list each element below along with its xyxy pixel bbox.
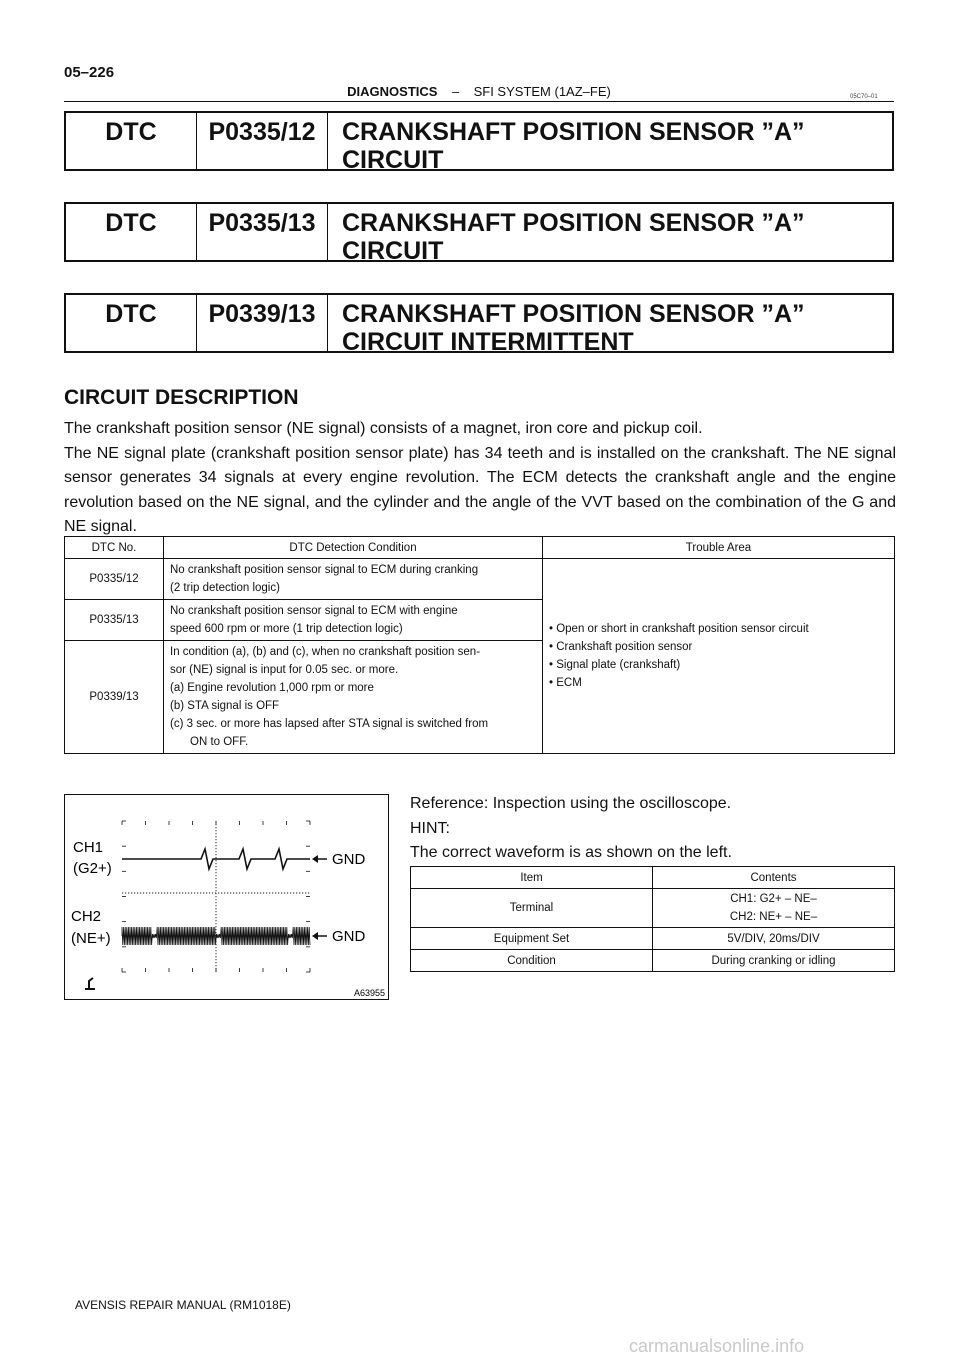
header-system: SFI SYSTEM (1AZ–FE) bbox=[473, 84, 611, 99]
page-footer: AVENSIS REPAIR MANUAL (RM1018E) bbox=[75, 1298, 291, 1312]
item-cell: Terminal bbox=[411, 889, 653, 928]
trouble-area-item: • Signal plate (crankshaft) bbox=[549, 659, 681, 671]
trouble-area-item: • ECM bbox=[549, 677, 582, 689]
ch2-signal: (NE+) bbox=[71, 930, 111, 947]
ch2-label: CH2 bbox=[71, 908, 102, 925]
dtc-title-line2: CIRCUIT bbox=[342, 237, 444, 265]
table-row bbox=[65, 559, 895, 600]
arrow-left-icon bbox=[312, 932, 327, 940]
dtc-label: DTC bbox=[66, 295, 197, 351]
condition-line: (a) Engine revolution 1,000 rpm or more bbox=[170, 682, 374, 694]
contents-line: CH2: NE+ – NE– bbox=[729, 911, 818, 923]
watermark: carmanualsonline.info bbox=[629, 1336, 805, 1356]
dtc-title bbox=[328, 113, 892, 174]
probe-icon bbox=[85, 978, 95, 989]
circuit-description bbox=[64, 417, 896, 540]
condition-line: speed 600 rpm or more (1 trip detection logic) bbox=[170, 623, 403, 635]
oscilloscope-waveform bbox=[65, 795, 388, 999]
detection-condition bbox=[164, 600, 543, 641]
dtc-code: P0339/13 bbox=[197, 295, 328, 351]
section-title: CIRCUIT DESCRIPTION bbox=[64, 386, 299, 409]
reference-line: Reference: Inspection using the oscilloscope. bbox=[410, 795, 732, 812]
detection-condition bbox=[164, 559, 543, 600]
table-row bbox=[411, 889, 895, 928]
running-header bbox=[64, 84, 894, 99]
header-trouble-area: Trouble Area bbox=[543, 537, 895, 559]
table-row bbox=[411, 950, 895, 972]
dtc-table bbox=[64, 536, 895, 754]
dtc-box-1 bbox=[64, 111, 894, 174]
dtc-code: P0335/13 bbox=[197, 204, 328, 260]
dtc-title bbox=[328, 204, 892, 265]
condition-line: (b) STA signal is OFF bbox=[170, 700, 280, 712]
description-paragraph: The crankshaft position sensor (NE signal) consists of a magnet, iron core and pickup coil. bbox=[64, 420, 703, 437]
reference-table bbox=[410, 866, 895, 972]
header-detection-condition: DTC Detection Condition bbox=[164, 537, 543, 559]
ch1-label: CH1 bbox=[73, 839, 104, 856]
dtc-number: P0335/13 bbox=[65, 600, 164, 641]
header-separator: – bbox=[451, 84, 460, 99]
contents-cell: During cranking or idling bbox=[653, 950, 895, 972]
condition-line: In condition (a), (b) and (c), when no crankshaft position sen- bbox=[170, 646, 481, 658]
table-header-row bbox=[411, 867, 895, 889]
header-section: DIAGNOSTICS bbox=[347, 84, 438, 99]
gnd-label-ch2: GND bbox=[332, 928, 366, 945]
dtc-title-line1: CRANKSHAFT POSITION SENSOR ”A” bbox=[342, 118, 805, 146]
doc-code: 05C70–01 bbox=[850, 94, 878, 100]
condition-line: sor (NE) signal is input for 0.05 sec. or more. bbox=[170, 664, 399, 676]
dtc-box-2 bbox=[64, 202, 894, 265]
arrow-left-icon bbox=[312, 855, 327, 863]
ch1-signal: (G2+) bbox=[73, 860, 112, 877]
gnd-label-ch1: GND bbox=[332, 851, 366, 868]
contents-cell: 5V/DIV, 20ms/DIV bbox=[653, 928, 895, 950]
figure-id: A63955 bbox=[353, 988, 385, 998]
reference-line: The correct waveform is as shown on the left. bbox=[410, 844, 732, 861]
description-paragraph: The NE signal plate (crankshaft position sensor plate) has 34 teeth and is installed on the crankshaft. The NE signal sensor generates 34 signals at every engine revolution. The ECM detects the crankshaft angle and the engine revolution based on the NE signal, and the cylinder and the angle of the VVT based on the combination of the G and NE signal. bbox=[64, 444, 896, 535]
dtc-number: P0335/12 bbox=[65, 559, 164, 600]
table-row bbox=[411, 928, 895, 950]
header-item: Item bbox=[411, 867, 653, 889]
header-contents: Contents bbox=[653, 867, 895, 889]
dtc-number: P0339/13 bbox=[65, 641, 164, 754]
dtc-code: P0335/12 bbox=[197, 113, 328, 169]
detection-condition bbox=[164, 641, 543, 754]
oscilloscope-figure bbox=[64, 794, 389, 1000]
hint-label: HINT: bbox=[410, 819, 450, 837]
trouble-area-item: • Open or short in crankshaft position sensor circuit bbox=[549, 623, 809, 635]
page-number: 05–226 bbox=[64, 64, 115, 81]
dtc-title-line2: CIRCUIT bbox=[342, 146, 444, 174]
dtc-title bbox=[328, 295, 892, 356]
condition-line: (2 trip detection logic) bbox=[170, 582, 280, 594]
contents-cell bbox=[653, 889, 895, 928]
oscilloscope-grid bbox=[122, 821, 310, 972]
dtc-label: DTC bbox=[66, 204, 197, 260]
condition-line: ON to OFF. bbox=[190, 736, 249, 748]
dtc-title-line2: CIRCUIT INTERMITTENT bbox=[342, 328, 634, 356]
condition-line: (c) 3 sec. or more has lapsed after STA signal is switched from bbox=[170, 718, 489, 730]
condition-line: No crankshaft position sensor signal to ECM with engine bbox=[170, 605, 458, 617]
dtc-label: DTC bbox=[66, 113, 197, 169]
header-rule bbox=[64, 101, 894, 102]
trouble-area-item: • Crankshaft position sensor bbox=[549, 641, 693, 653]
reference-note bbox=[410, 792, 732, 866]
contents-line: CH1: G2+ – NE– bbox=[730, 893, 817, 905]
dtc-title-line1: CRANKSHAFT POSITION SENSOR ”A” bbox=[342, 300, 805, 328]
item-cell: Equipment Set bbox=[411, 928, 653, 950]
dtc-title-line1: CRANKSHAFT POSITION SENSOR ”A” bbox=[342, 209, 805, 237]
header-dtc-no: DTC No. bbox=[65, 537, 164, 559]
condition-line: No crankshaft position sensor signal to ECM during cranking bbox=[170, 564, 479, 576]
trouble-area bbox=[543, 559, 895, 754]
item-cell: Condition bbox=[411, 950, 653, 972]
dtc-box-3 bbox=[64, 293, 894, 356]
table-header-row bbox=[65, 537, 895, 559]
